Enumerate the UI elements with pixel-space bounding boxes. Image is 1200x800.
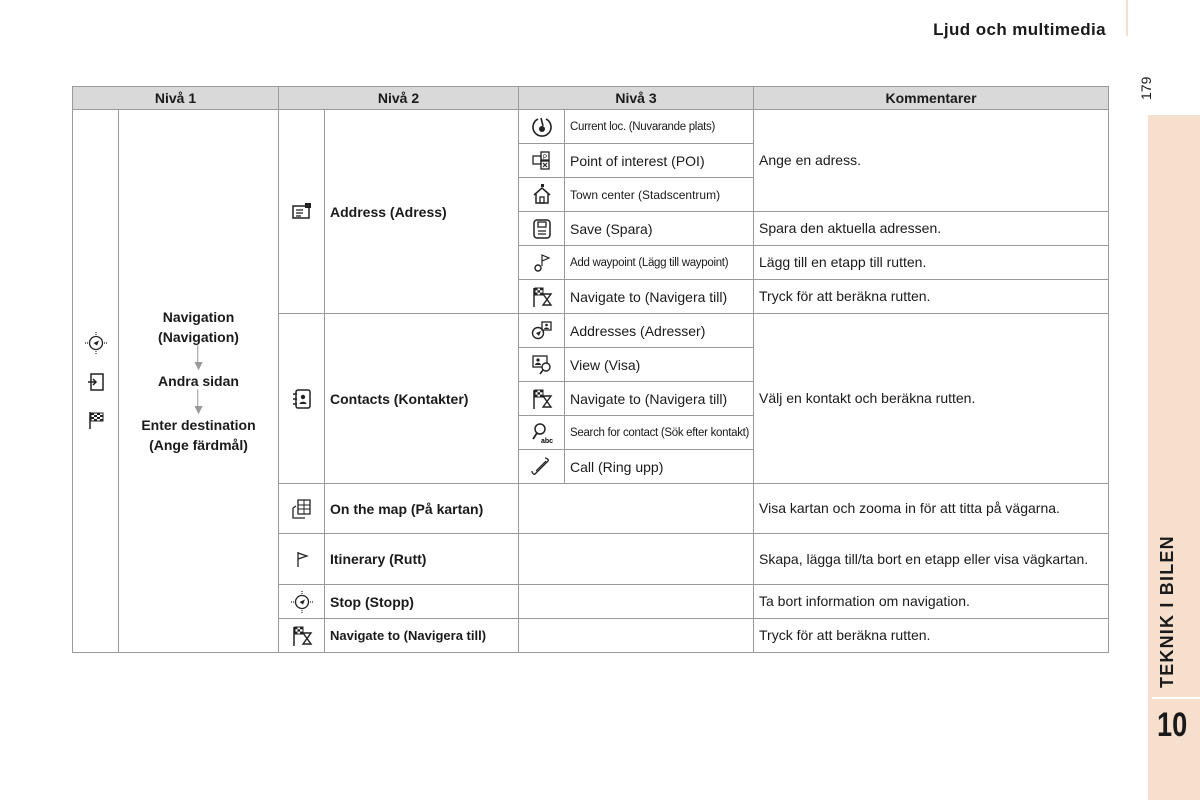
svg-text:P: P xyxy=(542,154,547,161)
address-group-icon-cell xyxy=(279,110,325,314)
level1-icon-cell xyxy=(73,110,119,653)
level3-icon xyxy=(519,450,565,484)
level3-icon xyxy=(519,212,565,246)
navigate-icon xyxy=(290,626,314,642)
page-number: 179 xyxy=(1138,76,1154,100)
level3-addresses[interactable]: Addresses (Adresser) xyxy=(565,314,754,348)
level1-navigation-label: Navigation xyxy=(162,309,235,325)
level3-town-center[interactable]: Town center (Stadscentrum) xyxy=(565,178,754,212)
level3-icon xyxy=(519,314,565,348)
level2-icon xyxy=(279,534,325,585)
header-divider xyxy=(1126,0,1128,36)
current-location-icon xyxy=(530,117,554,133)
search-abc-icon xyxy=(530,423,554,445)
chapter-number: 10 xyxy=(1157,706,1188,744)
level1-enter-destination: Enter destination xyxy=(141,417,256,433)
table-header-row xyxy=(73,87,1109,110)
level2-icon xyxy=(279,619,325,653)
comment-contacts: Välj en kontakt och beräkna rutten. xyxy=(754,314,1109,484)
section-title: Ljud och multimedia xyxy=(933,20,1106,39)
comment-waypoint: Lägg till en etapp till rutten. xyxy=(754,246,1109,280)
navigate-icon xyxy=(530,389,554,405)
town-center-icon xyxy=(530,185,554,201)
contacts-group-icon-cell xyxy=(279,314,325,484)
map-icon xyxy=(290,499,314,515)
comment-navigate-final: Tryck för att beräkna rutten. xyxy=(754,619,1109,653)
side-tab-divider xyxy=(1152,697,1200,699)
empty-level3-cell xyxy=(519,484,754,534)
navigation-menu-table xyxy=(72,86,1109,653)
level1-enter-destination-sub: (Ange färdmål) xyxy=(149,437,248,453)
header-level3: Nivå 3 xyxy=(519,87,754,110)
level3-icon xyxy=(519,178,565,212)
finish-flag-icon xyxy=(85,409,107,431)
arrow-down-icon: │ ▼ xyxy=(191,345,206,373)
level3-add-waypoint[interactable]: Add waypoint (Lägg till waypoint) xyxy=(565,246,754,280)
level3-icon xyxy=(519,382,565,416)
header-comments: Kommentarer xyxy=(754,87,1109,110)
comment-save: Spara den aktuella adressen. xyxy=(754,212,1109,246)
level3-icon xyxy=(519,144,565,178)
poi-icon xyxy=(530,151,554,167)
save-icon xyxy=(530,219,554,235)
comment-map: Visa kartan och zooma in för att titta på vägarna. xyxy=(754,484,1109,534)
header-level2: Nivå 2 xyxy=(279,87,519,110)
itinerary-label[interactable]: Itinerary (Rutt) xyxy=(325,534,519,585)
navigate-to-label[interactable]: Navigate to (Navigera till) xyxy=(325,619,519,653)
level3-icon xyxy=(519,348,565,382)
level3-icon xyxy=(519,416,565,450)
comment-itinerary: Skapa, lägga till/ta bort en etapp eller visa vägkartan. xyxy=(754,534,1109,585)
level2-icon xyxy=(279,585,325,619)
compass-icon xyxy=(290,592,314,608)
level3-search-contact[interactable]: Search for contact (Sök efter kontakt) xyxy=(565,416,754,450)
comment-navigate: Tryck för att beräkna rutten. xyxy=(754,280,1109,314)
level1-navigation-sub: (Navigation) xyxy=(158,329,239,345)
contacts-book-icon xyxy=(290,389,314,405)
phone-icon xyxy=(530,457,554,473)
level1-other-page: Andra sidan xyxy=(158,373,239,389)
flag-icon xyxy=(291,550,313,566)
header-level1: Nivå 1 xyxy=(73,87,279,110)
comment-address: Ange en adress. xyxy=(754,110,1109,212)
on-the-map-label[interactable]: On the map (På kartan) xyxy=(325,484,519,534)
empty-level3-cell xyxy=(519,534,754,585)
address-group-label[interactable]: Address (Adress) xyxy=(325,110,519,314)
stop-label[interactable]: Stop (Stopp) xyxy=(325,585,519,619)
table-row xyxy=(73,110,1109,144)
comment-stop: Ta bort information om navigation. xyxy=(754,585,1109,619)
level3-current-location[interactable]: Current loc. (Nuvarande plats) xyxy=(565,110,754,144)
addresses-icon xyxy=(530,321,554,337)
view-contact-icon xyxy=(530,355,554,371)
level1-text-cell xyxy=(119,110,279,653)
level3-icon xyxy=(519,246,565,280)
level3-navigate-to[interactable]: Navigate to (Navigera till) xyxy=(565,280,754,314)
level3-poi[interactable]: Point of interest (POI) xyxy=(565,144,754,178)
level3-navigate-to[interactable]: Navigate to (Navigera till) xyxy=(565,382,754,416)
empty-level3-cell xyxy=(519,585,754,619)
enter-icon xyxy=(85,371,107,393)
navigate-icon xyxy=(530,287,554,303)
level3-icon xyxy=(519,110,565,144)
svg-text:abc: abc xyxy=(540,437,553,445)
contacts-group-label[interactable]: Contacts (Kontakter) xyxy=(325,314,519,484)
address-card-icon xyxy=(290,202,314,218)
waypoint-icon xyxy=(530,253,554,269)
level3-save[interactable]: Save (Spara) xyxy=(565,212,754,246)
arrow-down-icon: │ ▼ xyxy=(191,389,206,417)
level3-view[interactable]: View (Visa) xyxy=(565,348,754,382)
compass-icon xyxy=(84,331,108,355)
level3-call[interactable]: Call (Ring upp) xyxy=(565,450,754,484)
chapter-side-label: TEKNIK I BILEN xyxy=(1157,535,1177,688)
empty-level3-cell xyxy=(519,619,754,653)
level3-icon xyxy=(519,280,565,314)
level2-icon xyxy=(279,484,325,534)
